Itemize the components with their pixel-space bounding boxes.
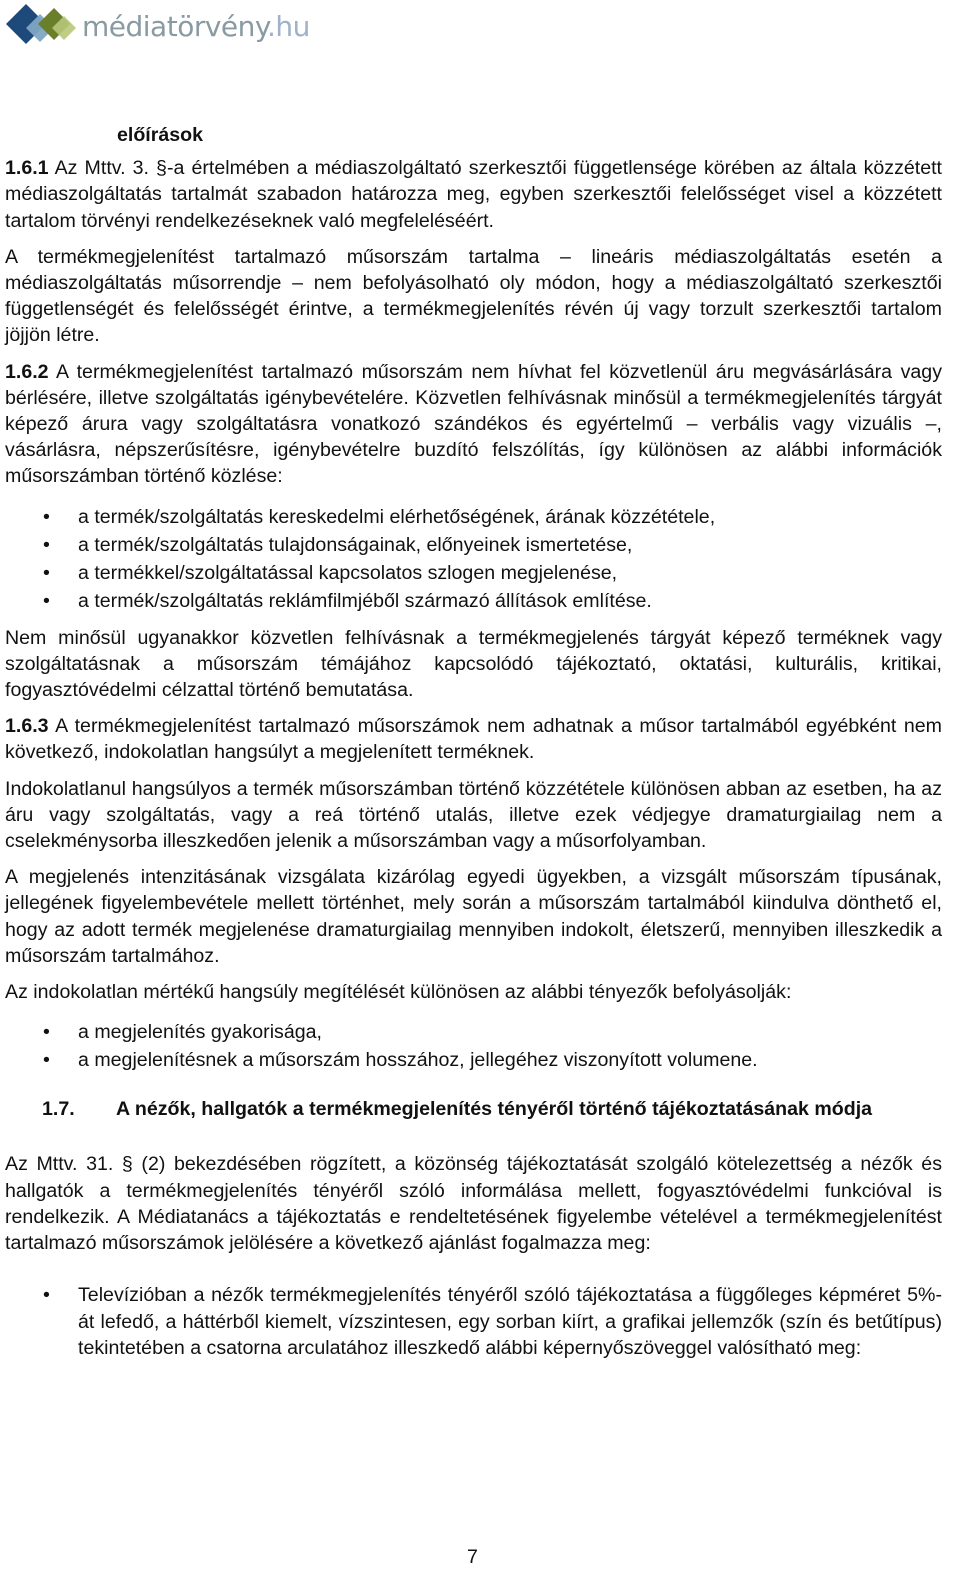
paragraph-factors-intro: Az indokolatlan mértékű hangsúly megítélését különösen az alábbi tényezők befolyásolják:	[5, 981, 792, 1004]
list-item	[5, 1282, 942, 1361]
bullet-list-recommendation	[5, 1282, 942, 1361]
list-item-text: Televízióban a nézők termékmegjelenítés tényéről szóló tájékoztatása a függőleges képméret 5%-át lefedő, a háttérből kiemelt, vízszintesen, egy sorban kiírt, a grafikai jellemzők (szín és betűtípus) tekintetében a csatorna arculatához illeszkedő alábbi képernyőszöveggel valósítható meg:	[78, 1284, 942, 1359]
list-item-text: a termék/szolgáltatás kereskedelmi elérhetőségének, árának közzététele,	[78, 505, 716, 528]
paragraph-1-6-3	[5, 713, 942, 765]
paragraph-1-6-2	[5, 359, 942, 490]
logo-suffix-text: .hu	[266, 9, 310, 43]
paragraph-text: A termékmegjelenítést tartalmazó műsorszám nem hívhat fel közvetlenül áru megvásárlására vagy bérlésére, illetve szolgáltatás igénybevételére. Közvetlen felhívásnak minősül a termékmegjelenítés tárgyát képező árura vagy szolgáltatásra vonatkozó szándékos és egyértelmű – verbális vagy vizuális –, vásárlásra, népszerűsítésre, igénybevételre buzdító felszólítás, így különösen az alábbi információk műsorszámban történő közlése:	[5, 360, 942, 488]
section-number: 1.6.1	[5, 157, 49, 180]
bullet-icon: •	[43, 1021, 50, 1044]
bullet-icon: •	[43, 1049, 50, 1072]
paragraph-unjustified-emphasis: Indokolatlanul hangsúlyos a termék műsorszámban történő közzététele különösen abban az esetben, ha az áru vagy szolgáltatás, vagy a reá történő utalás, illetve ezek védjegye dramaturgiailag nem a cselekménysorba illeszkedően jelenik a műsorszámban vagy a műsorfolyamban.	[5, 777, 942, 853]
paragraph-text: Az Mttv. 3. §-a értelmében a médiaszolgáltató szerkesztői függetlensége körében az általa közzétett médiaszolgáltatás tartalmát szabadon határozza meg, egyben szerkesztői felelősséget visel a közzétett tartalom törvényi rendelkezéseknek való megfeleléséért.	[5, 157, 942, 232]
bullet-list-direct-calls	[5, 503, 942, 615]
paragraph-mttv-31: Az Mttv. 31. § (2) bekezdésében rögzített, a közönség tájékoztatását szolgáló kötelezettség a nézők és hallgatók a termékmegjelenítés tényéről szóló informálása mellett, fogyasztóvédelmi funkcióval is rendelkezik. A Médiatanács a tájékoztatás e rendeltetésének figyelembe vételével a termékmegjelenítést tartalmazó műsorszámok jelölésére a következő ajánlást fogalmazza meg:	[5, 1153, 942, 1255]
list-item	[5, 531, 942, 559]
logo-diamonds-icon	[4, 2, 78, 50]
list-item	[5, 587, 942, 615]
page-number: 7	[467, 1546, 478, 1568]
section-number: 1.6.2	[5, 360, 49, 383]
bullet-list-factors	[5, 1018, 942, 1074]
section-heading-eloirasok: előírások	[117, 124, 204, 146]
paragraph-not-direct-call: Nem minősül ugyanakkor közvetlen felhívásnak a termékmegjelenés tárgyát képező terméknek vagy szolgáltatásnak a műsorszám témájához kapcsolódó tájékoztató, oktatási, kulturális, kritikai, fogyasztóvédelmi célzattal történő bemutatása.	[5, 626, 942, 702]
list-item	[5, 1046, 942, 1074]
document-body	[5, 122, 942, 1361]
site-header	[4, 2, 310, 50]
list-item	[5, 503, 942, 531]
list-item-text: a termék/szolgáltatás reklámfilmjéből származó állítások említése.	[78, 589, 652, 612]
paragraph-text: A termékmegjelenítést tartalmazó műsorszámok nem adhatnak a műsor tartalmából egyébként nem következő, indokolatlan hangsúlyt a megjelenített terméknek.	[5, 715, 942, 764]
logo-main-text: médiatörvény	[82, 9, 267, 43]
logo-wordmark	[82, 10, 310, 43]
list-item-text: a termék/szolgáltatás tulajdonságainak, előnyeinek ismertetése,	[78, 533, 633, 556]
list-item-text: a termékkel/szolgáltatással kapcsolatos szlogen megjelenése,	[78, 561, 618, 584]
paragraph-1-6-1	[5, 155, 942, 234]
list-item	[5, 1018, 942, 1046]
paragraph-intensity-review: A megjelenés intenzitásának vizsgálata kizárólag egyedi ügyekben, a vizsgált műsorszám típusának, jellegének figyelembevétele mellett történhet, mely során a műsorszám tartalmából kiindulva dönthető el, hogy az adott termék megjelenése dramaturgiailag mennyiben indokolt, életszerű, mennyiben illeszkedik a műsorszám tartalmához.	[5, 866, 942, 967]
paragraph-content-influence: A termékmegjelenítést tartalmazó műsorszám tartalma – lineáris médiaszolgáltatás esetén a médiaszolgáltatás műsorrendje – nem befolyásolható oly módon, hogy a médiaszolgáltató szerkesztői függetlenségét és felelősségét érintve, a termékmegjelenítés révén új vagy torzult szerkesztői tartalom jöjjön létre.	[5, 245, 942, 347]
list-item-text: a megjelenítésnek a műsorszám hosszához, jellegéhez viszonyított volumene.	[78, 1049, 758, 1072]
section-number: 1.6.3	[5, 715, 49, 738]
section-heading-1-7	[5, 1096, 942, 1122]
bullet-icon: •	[43, 589, 50, 612]
section-number: 1.7.	[42, 1098, 75, 1121]
bullet-icon: •	[43, 561, 50, 584]
list-item-text: a megjelenítés gyakorisága,	[78, 1021, 322, 1044]
section-title: A nézők, hallgatók a termékmegjelenítés tényéről történő tájékoztatásának módja	[116, 1098, 873, 1121]
list-item	[5, 559, 942, 587]
bullet-icon: •	[43, 505, 50, 528]
bullet-icon: •	[43, 533, 50, 556]
bullet-icon: •	[43, 1284, 50, 1307]
